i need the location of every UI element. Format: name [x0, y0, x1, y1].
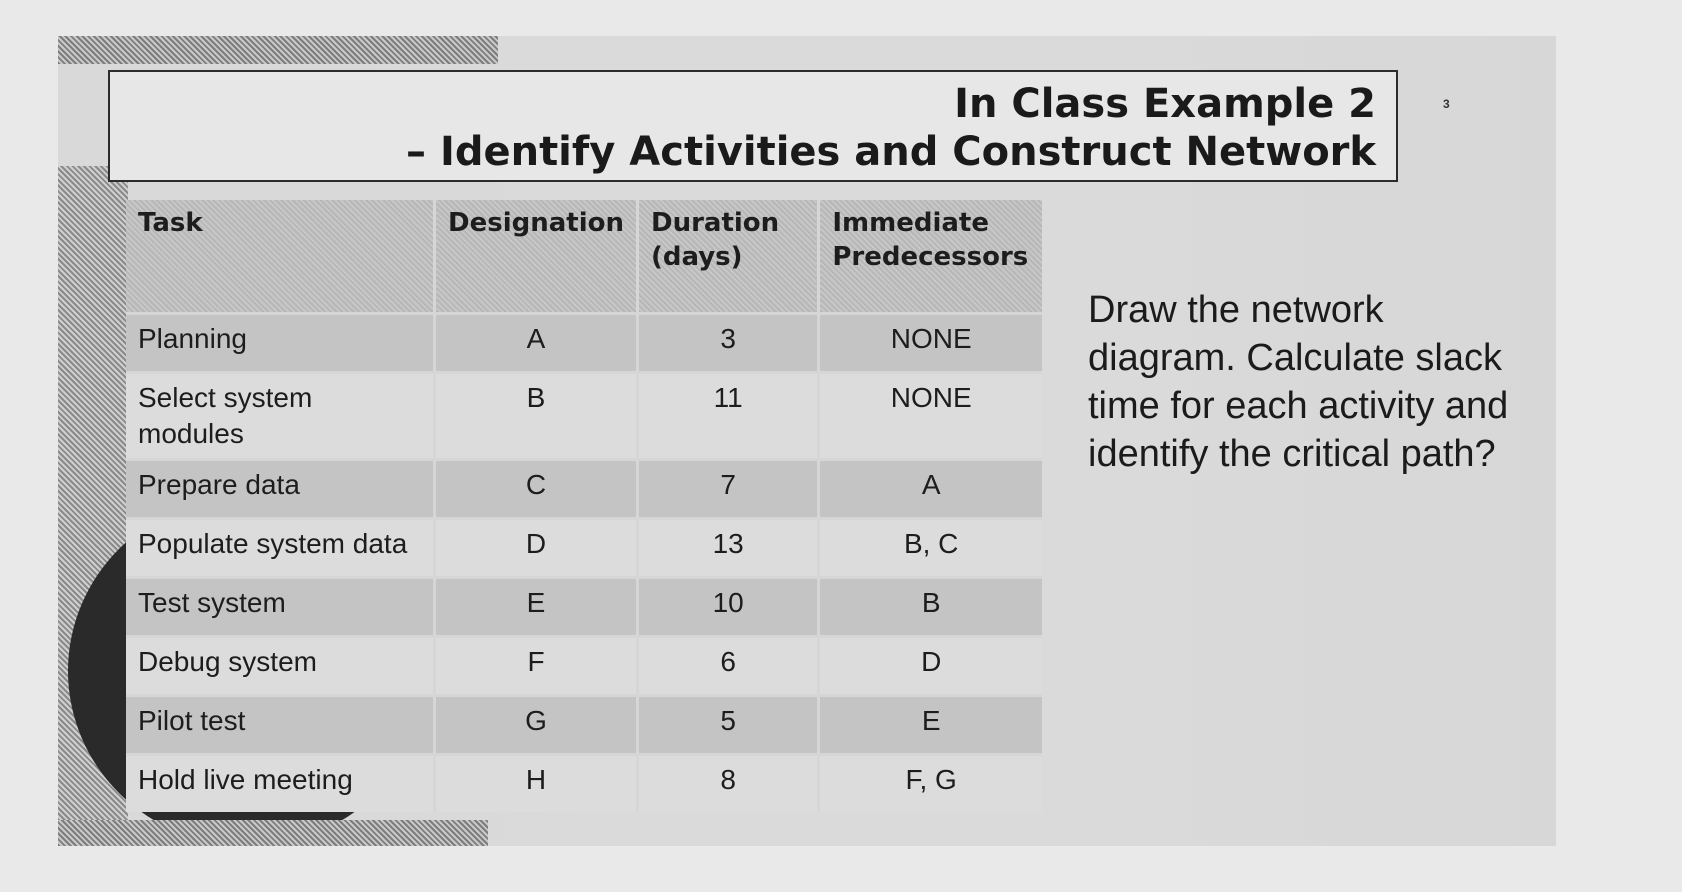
slide-number: 3	[1443, 97, 1450, 111]
cell-task: Test system	[126, 578, 435, 637]
cell-predecessors: E	[819, 696, 1042, 755]
cell-predecessors: NONE	[819, 373, 1042, 460]
cell-task: Prepare data	[126, 460, 435, 519]
cell-task: Debug system	[126, 637, 435, 696]
slide-title: In Class Example 2	[954, 81, 1376, 127]
header-duration: Duration (days)	[637, 200, 818, 314]
cell-duration: 3	[637, 314, 818, 373]
cell-designation: B	[435, 373, 638, 460]
cell-task: Planning	[126, 314, 435, 373]
cell-task: Pilot test	[126, 696, 435, 755]
title-box	[108, 70, 1398, 182]
cell-designation: G	[435, 696, 638, 755]
task-table	[126, 200, 1042, 812]
cell-designation: H	[435, 755, 638, 813]
cell-duration: 10	[637, 578, 818, 637]
table-row	[126, 755, 1042, 813]
slide-subtitle: – Identify Activities and Construct Network	[406, 129, 1376, 175]
table-row	[126, 696, 1042, 755]
header-designation: Designation	[435, 200, 638, 314]
cell-designation: A	[435, 314, 638, 373]
cell-duration: 6	[637, 637, 818, 696]
table-row	[126, 637, 1042, 696]
cell-designation: C	[435, 460, 638, 519]
table-row	[126, 519, 1042, 578]
header-predecessors: Immediate Predecessors	[819, 200, 1042, 314]
cell-predecessors: A	[819, 460, 1042, 519]
cell-predecessors: F, G	[819, 755, 1042, 813]
cell-predecessors: B	[819, 578, 1042, 637]
cell-designation: F	[435, 637, 638, 696]
cell-duration: 11	[637, 373, 818, 460]
table-header-row	[126, 200, 1042, 314]
table-row	[126, 578, 1042, 637]
cell-predecessors: NONE	[819, 314, 1042, 373]
table-row	[126, 314, 1042, 373]
cell-designation: E	[435, 578, 638, 637]
cell-predecessors: D	[819, 637, 1042, 696]
cell-duration: 7	[637, 460, 818, 519]
cell-duration: 8	[637, 755, 818, 813]
decorative-hatch-bottom	[58, 820, 488, 846]
cell-task: Select system modules	[126, 373, 435, 460]
cell-task: Populate system data	[126, 519, 435, 578]
decorative-hatch-top	[58, 36, 498, 64]
cell-predecessors: B, C	[819, 519, 1042, 578]
cell-designation: D	[435, 519, 638, 578]
cell-duration: 5	[637, 696, 818, 755]
cell-duration: 13	[637, 519, 818, 578]
header-task: Task	[126, 200, 435, 314]
table-row	[126, 373, 1042, 460]
cell-task: Hold live meeting	[126, 755, 435, 813]
instructions-text: Draw the network diagram. Calculate slack time for each activity and identify the critical path?	[1088, 289, 1509, 475]
table-row	[126, 460, 1042, 519]
